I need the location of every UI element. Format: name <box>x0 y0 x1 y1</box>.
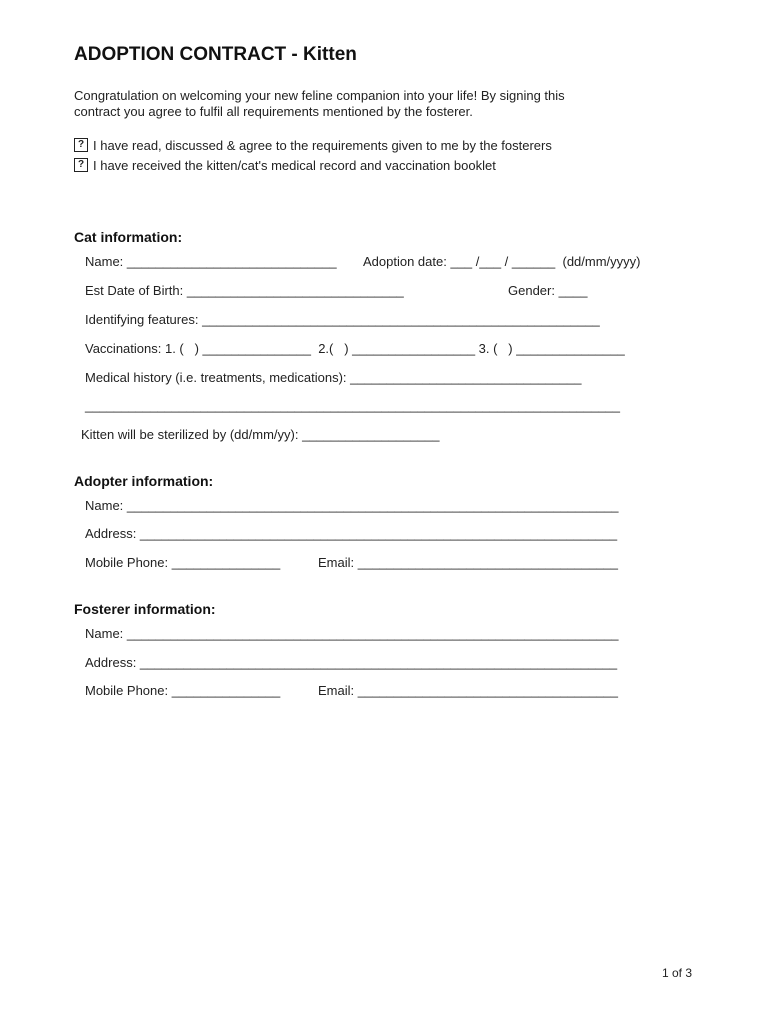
fosterer-email-field[interactable]: Email: ____________________________________ <box>318 683 619 698</box>
adoption-date-field[interactable]: Adoption date: ___ /___ / ______ (dd/mm/yyyy) <box>363 254 641 269</box>
adopter-name-field[interactable]: Name: ____________________________________________________________________ <box>85 498 619 513</box>
fosterer-information-heading: Fosterer information: <box>74 601 216 617</box>
received-records-label: I have received the kitten/cat's medical record and vaccination booklet <box>93 157 496 173</box>
medical-history-field[interactable]: Medical history (i.e. treatments, medications): ________________________________ <box>85 370 582 385</box>
identifying-features-field[interactable]: Identifying features: _______________________________________________________ <box>85 312 600 327</box>
received-records-checkbox[interactable]: ? <box>74 158 88 172</box>
adopter-information-heading: Adopter information: <box>74 473 214 489</box>
sterilization-date-field[interactable]: Kitten will be sterilized by (dd/mm/yy): ___________________ <box>81 427 440 442</box>
cat-name-field[interactable]: Name: _____________________________ <box>85 254 337 269</box>
est-date-of-birth-field[interactable]: Est Date of Birth: ______________________________ <box>85 283 404 298</box>
agree-requirements-label: I have read, discussed & agree to the requirements given to me by the fosterers <box>93 137 552 153</box>
adopter-mobile-phone-field[interactable]: Mobile Phone: _______________ <box>85 555 281 570</box>
adopter-email-field[interactable]: Email: ____________________________________ <box>318 555 619 570</box>
intro-line-2: contract you agree to fulfil all requirements mentioned by the fosterer. <box>74 104 473 119</box>
gender-field[interactable]: Gender: ____ <box>508 283 588 298</box>
cat-information-heading: Cat information: <box>74 229 183 245</box>
agree-requirements-row <box>74 138 552 152</box>
page-title: ADOPTION CONTRACT - Kitten <box>74 44 357 65</box>
agree-requirements-checkbox[interactable]: ? <box>74 138 88 152</box>
page-number: 1 of 3 <box>662 966 693 980</box>
vaccinations-field[interactable]: Vaccinations: 1. ( ) _______________ 2.( ) _________________ 3. ( ) _______________ <box>85 341 625 356</box>
received-records-row <box>74 158 496 172</box>
fosterer-name-field[interactable]: Name: ____________________________________________________________________ <box>85 626 619 641</box>
intro-line-1: Congratulation on welcoming your new feline companion into your life! By signing this <box>74 88 565 103</box>
adopter-address-field[interactable]: Address: __________________________________________________________________ <box>85 526 618 541</box>
fosterer-mobile-phone-field[interactable]: Mobile Phone: _______________ <box>85 683 281 698</box>
fosterer-address-field[interactable]: Address: __________________________________________________________________ <box>85 655 618 670</box>
medical-history-continued-field[interactable]: __________________________________________________________________________ <box>85 398 621 413</box>
